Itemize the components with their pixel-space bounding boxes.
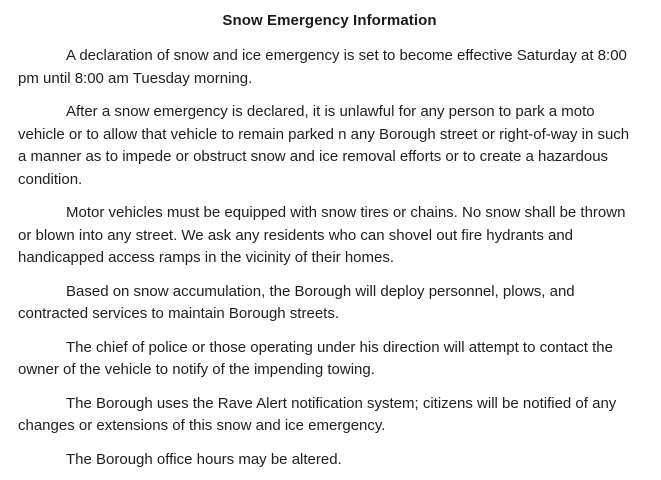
paragraph-unlawful-parking: After a snow emergency is declared, it is unlawful for any person to park a moto vehicle or to allow that vehicle to remain parked n any Borough street or right-of-way in such a manner as to impede or obstruct snow and ice removal efforts or to create a hazardous condition. <box>18 103 630 188</box>
paragraph-rave-alert: The Borough uses the Rave Alert notification system; citizens will be notified of any changes or extensions of this snow and ice emergency. <box>18 394 617 434</box>
paragraph-snow-tires-chains: Motor vehicles must be equipped with snow tires or chains. No snow shall be thrown or blown into any street. We ask any residents who can shovel out fire hydrants and handicapped access ramps in the vicinity of their homes. <box>18 204 626 266</box>
paragraph-borough-deploy: Based on snow accumulation, the Borough will deploy personnel, plows, and contracted services to maintain Borough streets. <box>18 282 575 322</box>
page-title: Snow Emergency Information <box>222 12 437 29</box>
paragraph-police-towing: The chief of police or those operating under his direction will attempt to contact the owner of the vehicle to notify of the impending towing. <box>18 338 613 378</box>
paragraph-declaration-effective: A declaration of snow and ice emergency is set to become effective Saturday at 8:00 pm until 8:00 am Tuesday morning. <box>18 47 627 87</box>
paragraph-office-hours: The Borough office hours may be altered. <box>66 450 342 468</box>
